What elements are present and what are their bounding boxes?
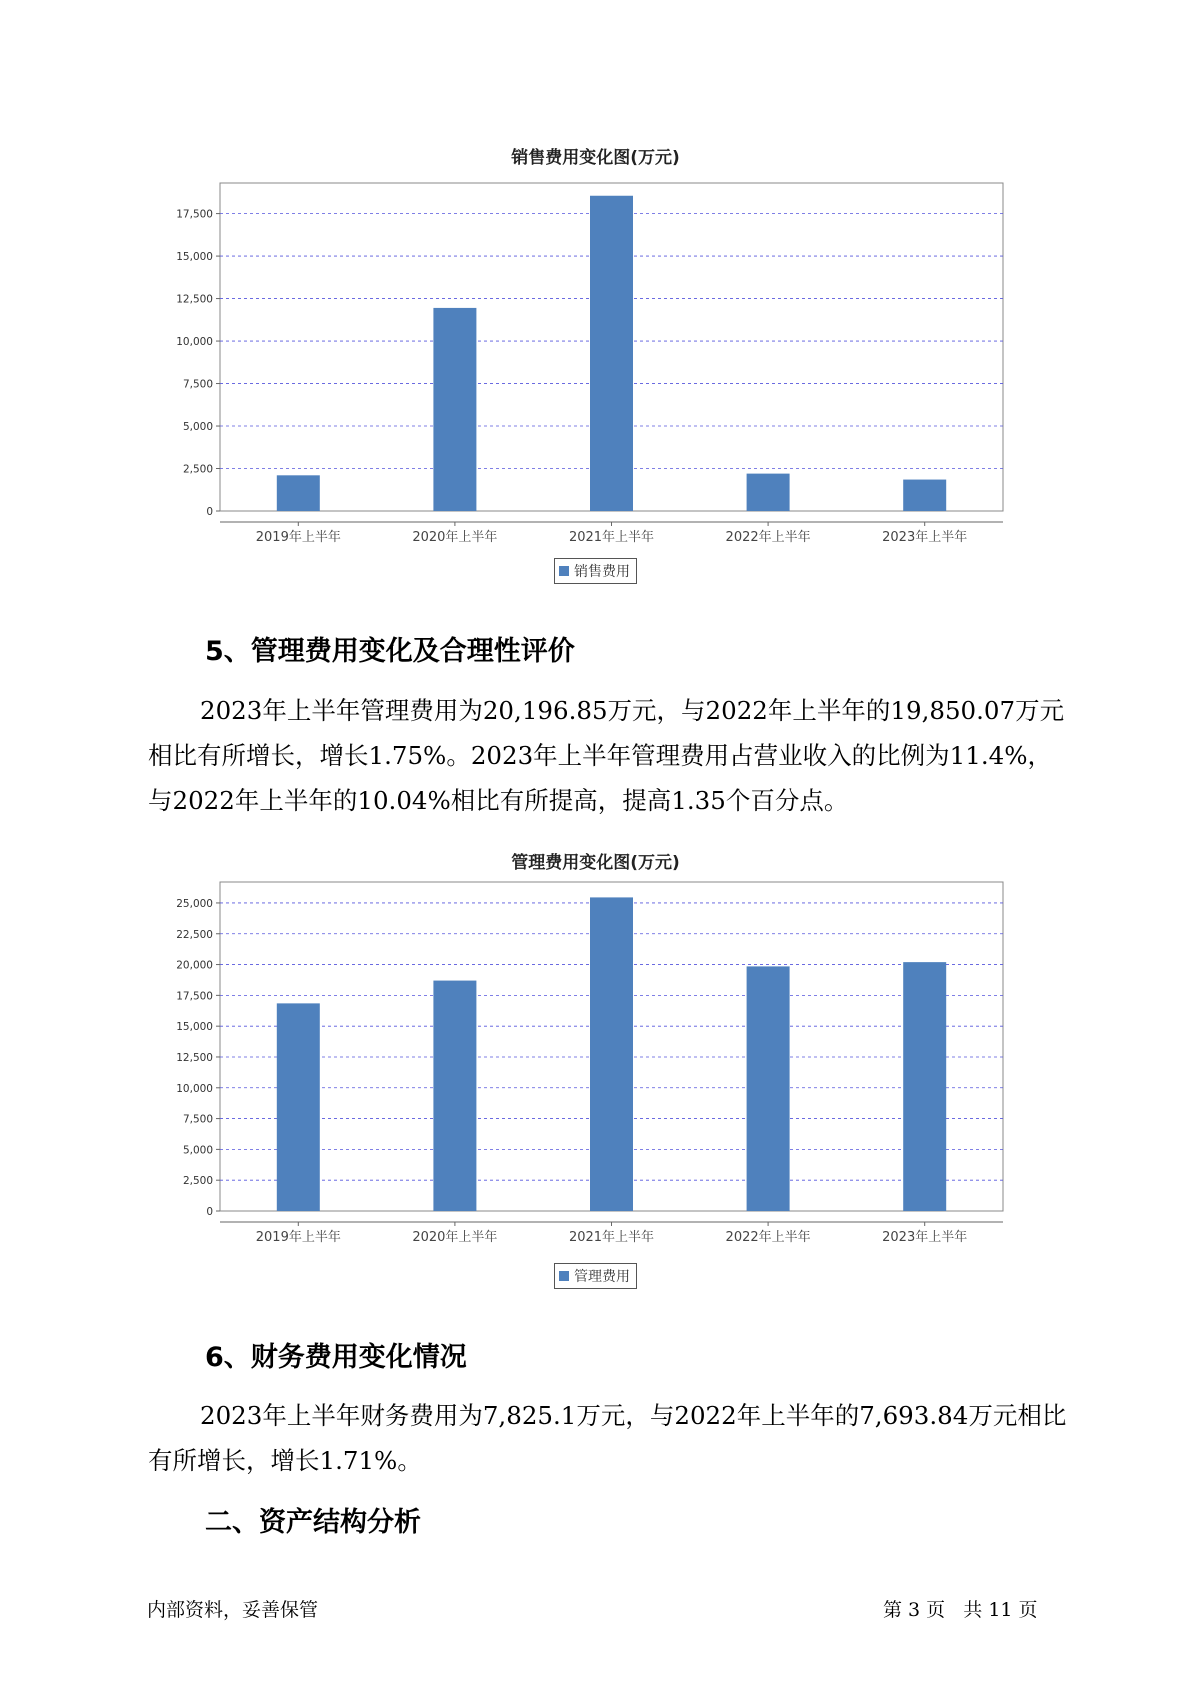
sales-chart-title: 销售费用变化图(万元) bbox=[511, 148, 680, 168]
admin-expense-heading: 5、管理费用变化及合理性评价 bbox=[205, 636, 575, 667]
x-tick-label: 2021年上半年 bbox=[568, 530, 655, 545]
y-tick-label: 0 bbox=[206, 1206, 213, 1218]
asset-structure-heading: 二、资产结构分析 bbox=[205, 1507, 421, 1538]
admin-chart-title: 管理费用变化图(万元) bbox=[511, 853, 680, 873]
footer-page-number: 第 3 页 共 11 页 bbox=[883, 1599, 1038, 1621]
admin-expense-paragraph: 2023年上半年管理费用为20,196.85万元，与2022年上半年的19,850.07万元相比有所增长，增长1.75%。2023年上半年管理费用占营业收入的比例为11.4%，与2022年上半年的10.04%相比有所提高，提高1.35个百分点。 bbox=[148, 696, 1065, 815]
y-tick-label: 5,000 bbox=[182, 1144, 213, 1157]
y-tick-label: 17,500 bbox=[176, 208, 213, 221]
x-tick-label: 2021年上半年 bbox=[568, 1230, 655, 1245]
y-tick-label: 22,500 bbox=[176, 928, 213, 941]
y-tick-label: 15,000 bbox=[176, 1021, 213, 1034]
finance-expense-paragraph: 2023年上半年财务费用为7,825.1万元，与2022年上半年的7,693.84万元相比有所增长，增长1.71%。 bbox=[148, 1401, 1067, 1475]
legend-label: 管理费用 bbox=[574, 1269, 630, 1285]
legend-label: 销售费用 bbox=[574, 564, 630, 580]
x-tick-label: 2019年上半年 bbox=[255, 530, 341, 545]
y-tick-label: 0 bbox=[206, 506, 213, 518]
y-tick-label: 25,000 bbox=[176, 897, 213, 910]
x-tick-label: 2022年上半年 bbox=[725, 530, 811, 545]
bar bbox=[903, 962, 946, 1211]
y-tick-label: 20,000 bbox=[176, 959, 213, 972]
y-tick-label: 17,500 bbox=[176, 990, 213, 1003]
y-tick-label: 12,500 bbox=[176, 1051, 213, 1064]
y-tick-label: 15,000 bbox=[176, 251, 213, 264]
y-tick-label: 10,000 bbox=[176, 336, 213, 349]
y-tick-label: 2,500 bbox=[182, 463, 213, 476]
x-tick-label: 2022年上半年 bbox=[725, 1230, 811, 1245]
x-tick-label: 2020年上半年 bbox=[412, 530, 498, 545]
footer-left: 内部资料，妥善保管 bbox=[147, 1599, 319, 1621]
admin-chart-legend bbox=[554, 1263, 637, 1289]
y-tick-label: 7,500 bbox=[182, 378, 213, 391]
y-tick-label: 12,500 bbox=[176, 293, 213, 306]
bar bbox=[747, 966, 790, 1211]
bar bbox=[277, 1003, 320, 1211]
bar bbox=[433, 981, 476, 1211]
legend-swatch bbox=[559, 1271, 569, 1281]
y-tick-label: 7,500 bbox=[182, 1113, 213, 1126]
y-tick-label: 2,500 bbox=[182, 1175, 213, 1188]
finance-expense-heading: 6、财务费用变化情况 bbox=[205, 1342, 467, 1373]
x-tick-label: 2020年上半年 bbox=[412, 1230, 498, 1245]
x-tick-label: 2023年上半年 bbox=[882, 530, 968, 545]
x-tick-label: 2023年上半年 bbox=[882, 1230, 968, 1245]
x-tick-label: 2019年上半年 bbox=[255, 1230, 341, 1245]
y-tick-label: 10,000 bbox=[176, 1082, 213, 1095]
bar bbox=[590, 897, 633, 1211]
y-tick-label: 5,000 bbox=[182, 421, 213, 434]
